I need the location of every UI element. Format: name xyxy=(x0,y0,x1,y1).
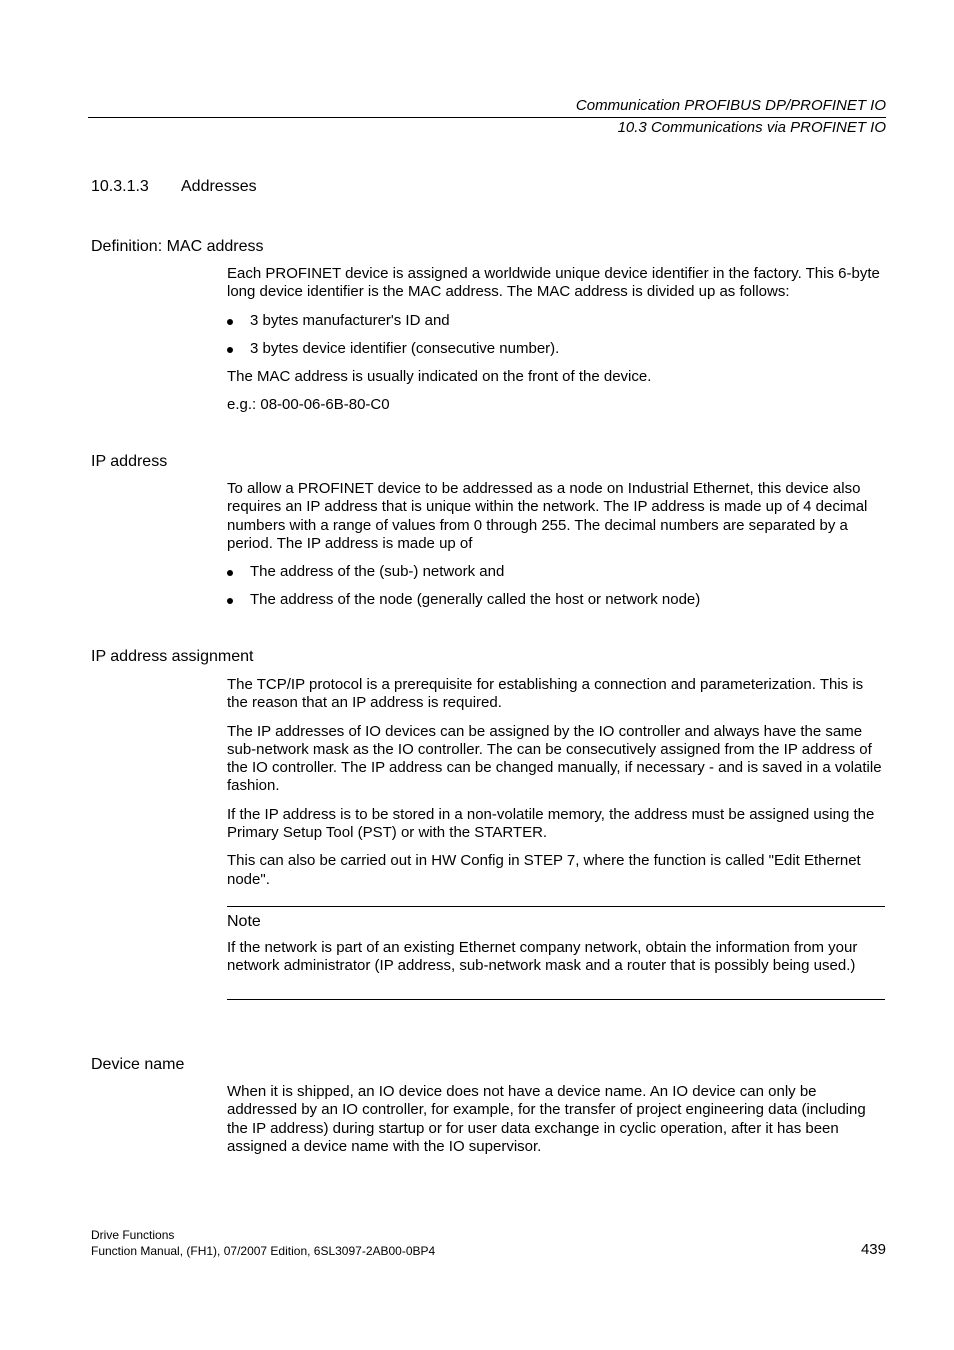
ipassign-heading: IP address assignment xyxy=(91,648,254,665)
page-footer xyxy=(91,1227,435,1259)
footer-edition: Function Manual, (FH1), 07/2007 Edition, 6SL3097-2AB00-0BP4 xyxy=(91,1244,436,1258)
list-item: The address of the (sub-) network and xyxy=(227,563,887,581)
mac-location-text: The MAC address is usually indicated on the front of the device. xyxy=(227,368,652,386)
bullet-icon xyxy=(227,570,233,576)
header-section: 10.3 Communications via PROFINET IO xyxy=(617,119,886,136)
ipassign-p2: The IP addresses of IO devices can be assigned by the IO controller and always have the same sub-network mask as the IO controller. The can be consecutively assigned from the IP address of the IO controller. The IP address can be changed manually, if necessary - and is saved in a volatile fashion. xyxy=(227,722,882,795)
header-rule xyxy=(88,117,886,118)
devname-body xyxy=(227,1083,887,1166)
list-item: The address of the node (generally called the host or network node) xyxy=(227,591,887,609)
devname-text: When it is shipped, an IO device does not have a device name. An IO device can only be addressed by an IO controller, for example, for the transfer of project engineering data (including the IP address) during startup or for user data exchange in cyclic operation, after it has been assigned a device name with the IO supervisor. xyxy=(227,1083,866,1155)
page-number: 439 xyxy=(860,1241,886,1258)
ipassign-p4: This can also be carried out in HW Config in STEP 7, where the function is called "Edit Ethernet node". xyxy=(227,852,861,888)
note-title: Note xyxy=(227,913,261,930)
note-text: If the network is part of an existing Ethernet company network, obtain the information from your network administrator (IP address, sub-network mask and a router that is possibly being used.) xyxy=(227,939,858,975)
bullet-icon xyxy=(227,598,233,604)
mac-body xyxy=(227,265,887,425)
mac-example: e.g.: 08-00-06-6B-80-C0 xyxy=(227,396,390,414)
header-chapter: Communication PROFIBUS DP/PROFINET IO xyxy=(575,97,886,114)
devname-heading: Device name xyxy=(91,1056,185,1073)
ip-body xyxy=(227,480,887,620)
section-number: 10.3.1.3 xyxy=(91,178,149,195)
mac-intro: Each PROFINET device is assigned a worldwide unique device identifier in the factory. This 6-byte long device identifier is the MAC address. The MAC address is divided up as follows: xyxy=(227,265,880,301)
list-item: 3 bytes device identifier (consecutive number). xyxy=(227,340,887,358)
list-item: 3 bytes manufacturer's ID and xyxy=(227,312,887,330)
bullet-icon xyxy=(227,347,233,353)
section-heading xyxy=(91,178,257,196)
ipassign-body xyxy=(227,676,887,899)
ip-heading: IP address xyxy=(91,453,168,470)
ip-intro: To allow a PROFINET device to be addressed as a node on Industrial Ethernet, this device also requires an IP address that is unique within the network. The IP address is made up of 4 decimal numbers with a range of values from 0 through 255. The decimal numbers are separated by a period. The IP address is made up of xyxy=(227,480,868,552)
footer-title: Drive Functions xyxy=(91,1228,175,1242)
note-box xyxy=(227,906,885,1000)
ipassign-p1: The TCP/IP protocol is a prerequisite for establishing a connection and parameterization. This is the reason that an IP address is required. xyxy=(227,676,864,712)
bullet-icon xyxy=(227,319,233,325)
mac-bullet-list xyxy=(227,312,887,359)
section-title: Addresses xyxy=(181,178,257,195)
ip-bullet-list xyxy=(227,563,887,610)
ipassign-p3: If the IP address is to be stored in a non-volatile memory, the address must be assigned using the Primary Setup Tool (PST) or with the STARTER. xyxy=(227,805,875,842)
mac-heading: Definition: MAC address xyxy=(91,238,264,255)
